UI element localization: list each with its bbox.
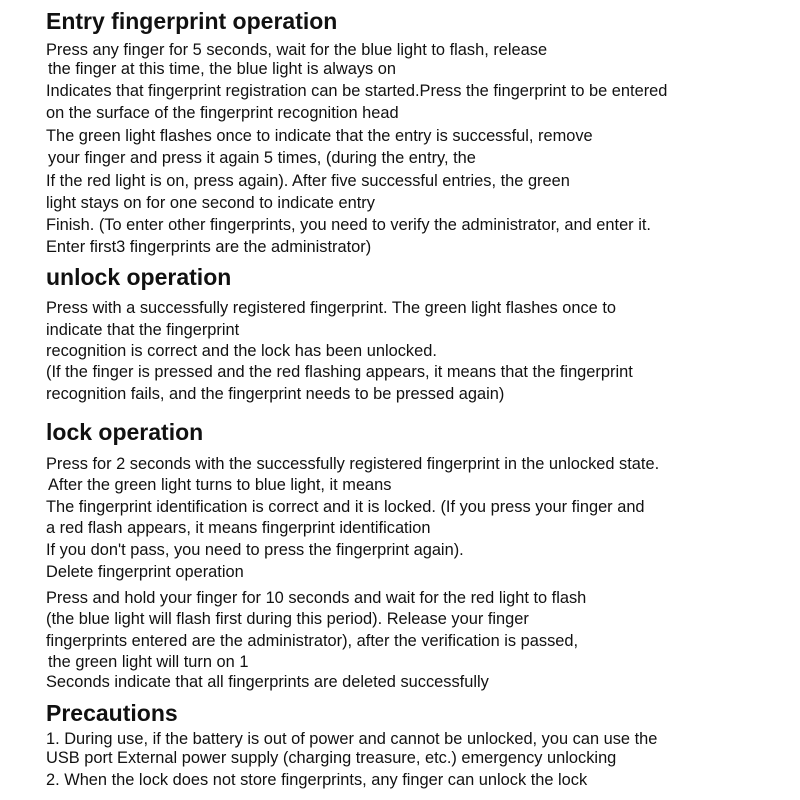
entry-line-9: Finish. (To enter other fingerprints, you need to verify the administrator, and enter it.: [46, 216, 651, 234]
unlock-line-5: recognition fails, and the fingerprint needs to be pressed again): [46, 385, 505, 403]
lock-line-3: The fingerprint identification is correct and it is locked. (If you press your finger and: [46, 498, 645, 516]
lock-line-7: Press and hold your finger for 10 seconds and wait for the red light to flash: [46, 589, 587, 607]
lock-line-6: Delete fingerprint operation: [46, 563, 244, 581]
unlock-line-2: indicate that the fingerprint: [46, 321, 240, 339]
unlock-line-4: (If the finger is pressed and the red flashing appears, it means that the fingerprint: [46, 363, 633, 381]
lock-line-10: the green light will turn on 1: [48, 653, 249, 671]
entry-line-10: Enter first3 fingerprints are the administrator): [46, 238, 372, 256]
heading-lock-operation: lock operation: [46, 419, 204, 445]
precaution-line-1: 1. During use, if the battery is out of power and cannot be unlocked, you can use the: [46, 730, 658, 748]
precaution-line-3: 2. When the lock does not store fingerprints, any finger can unlock the lock: [46, 771, 588, 789]
heading-precautions: Precautions: [46, 700, 178, 726]
entry-line-8: light stays on for one second to indicate entry: [46, 194, 375, 212]
entry-line-3: Indicates that fingerprint registration can be started.Press the fingerprint to be entered: [46, 82, 668, 100]
unlock-line-1: Press with a successfully registered fingerprint. The green light flashes once to: [46, 299, 617, 317]
entry-line-6: your finger and press it again 5 times, (during the entry, the: [48, 149, 476, 167]
lock-line-5: If you don't pass, you need to press the fingerprint again).: [46, 541, 464, 559]
entry-line-7: If the red light is on, press again). After five successful entries, the green: [46, 172, 570, 190]
entry-line-4: on the surface of the fingerprint recognition head: [46, 104, 399, 122]
lock-line-4: a red flash appears, it means fingerprint identification: [46, 519, 431, 537]
heading-unlock-operation: unlock operation: [46, 264, 232, 290]
lock-line-8: (the blue light will flash first during this period). Release your finger: [46, 610, 529, 628]
lock-line-1: Press for 2 seconds with the successfully registered fingerprint in the unlocked state.: [46, 455, 660, 473]
unlock-line-3: recognition is correct and the lock has been unlocked.: [46, 342, 437, 360]
entry-line-2: the finger at this time, the blue light is always on: [48, 60, 397, 78]
entry-line-5: The green light flashes once to indicate that the entry is successful, remove: [46, 127, 593, 145]
lock-line-9: fingerprints entered are the administrator), after the verification is passed,: [46, 632, 579, 650]
entry-line-1: Press any finger for 5 seconds, wait for the blue light to flash, release: [46, 41, 548, 59]
lock-line-2: After the green light turns to blue light, it means: [48, 476, 392, 494]
heading-entry-operation: Entry fingerprint operation: [46, 8, 338, 34]
lock-line-11: Seconds indicate that all fingerprints are deleted successfully: [46, 673, 489, 691]
precaution-line-2: USB port External power supply (charging treasure, etc.) emergency unlocking: [46, 749, 617, 767]
